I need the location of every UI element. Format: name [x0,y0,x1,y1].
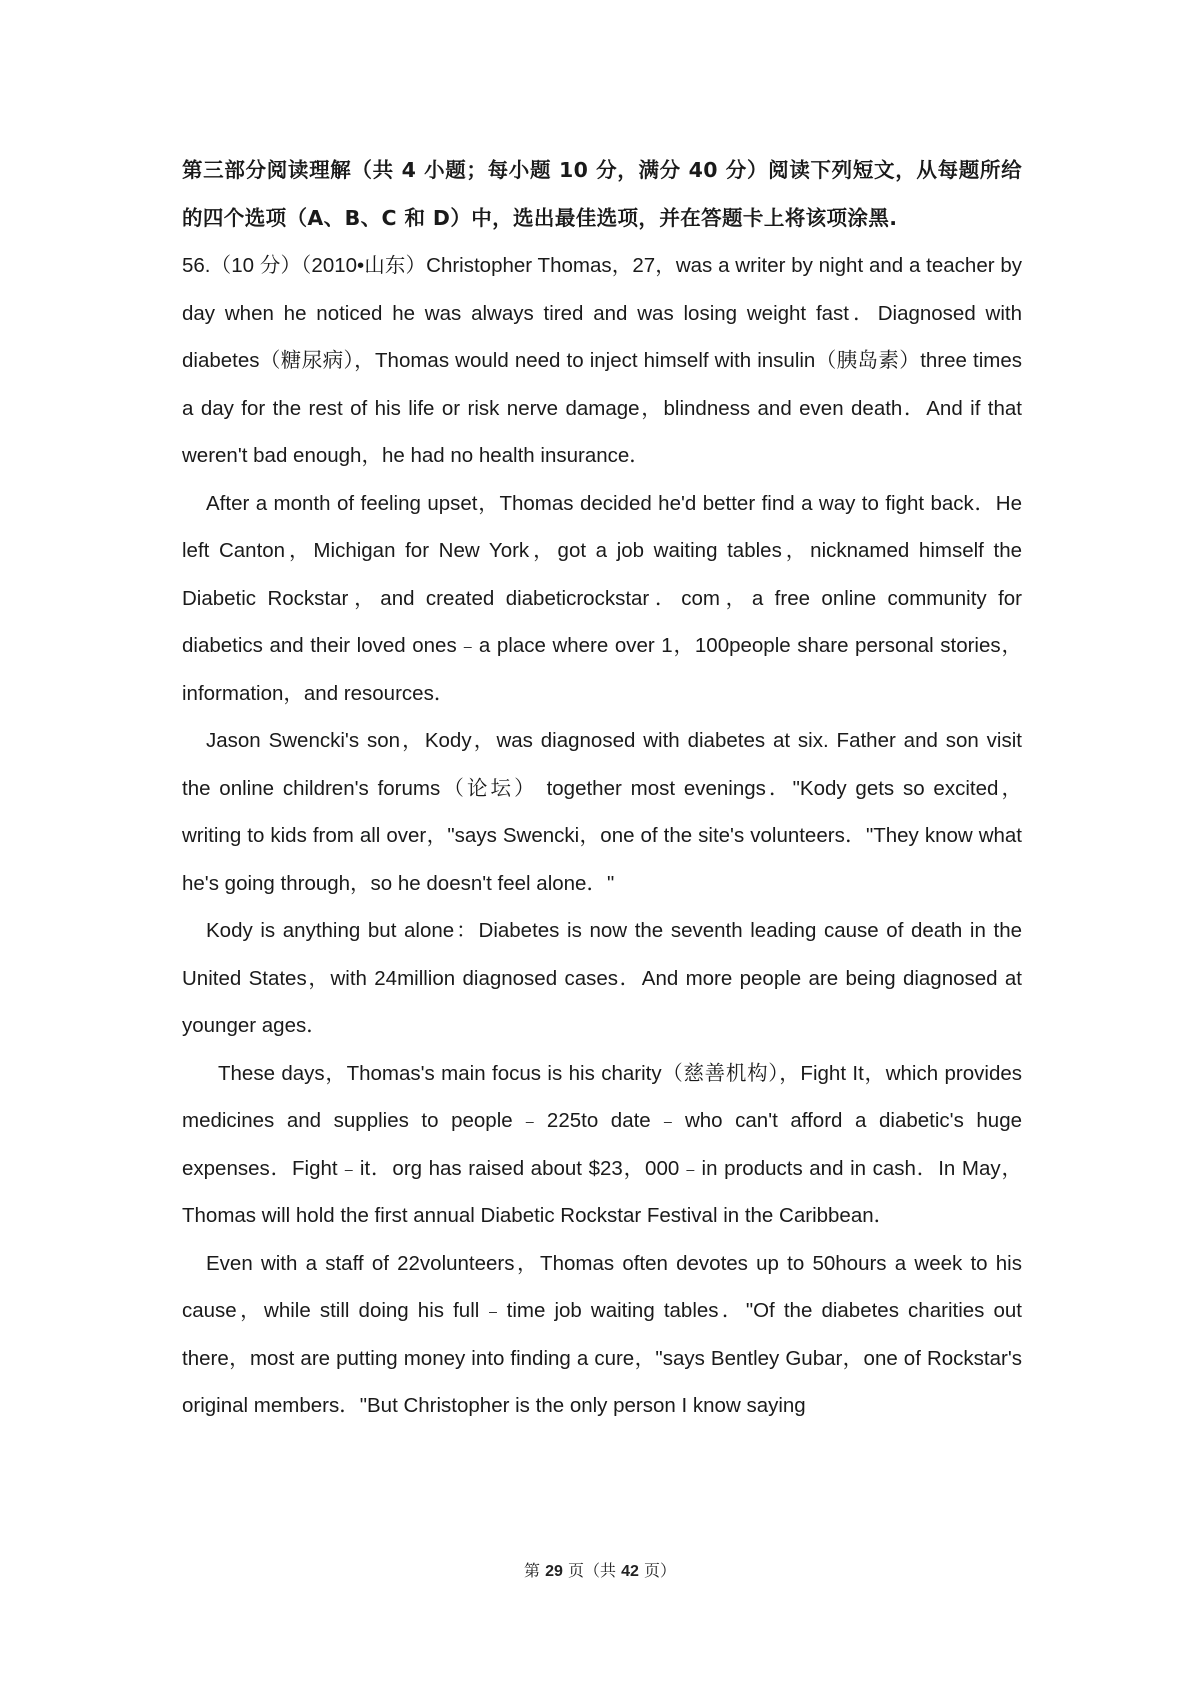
passage-paragraph-6: Even with a staff of 22volunteers，Thomas often devotes up to 50hours a week to his cause，while still doing his full﹣time job waiting tables．"Of the diabetes charities out there，most are putting money into finding a cure，"says Bentley Gubar，one of Rockstar's original members．"But Christopher is the only person I know saying [182,1251,1022,1417]
footer-middle: 页（共 [567,1561,616,1580]
reading-passage [182,242,1022,1430]
footer-suffix: 页） [643,1561,676,1580]
page-content [182,147,1022,1430]
passage-paragraph-2: After a month of feeling upset，Thomas decided he'd better find a way to fight back．He left Canton，Michigan for New York，got a job waiting tables，nicknamed himself the Diabetic Rockstar，and created diabeticrockstar．com，a free online community for diabetics and their loved ones﹣a place where over 1，100people share personal stories，information，and resources． [182,491,1022,705]
passage-paragraph-3: Jason Swencki's son，Kody，was diagnosed with diabetes at six. Father and son visit the online children's forums（论坛） together most evenings．"Kody gets so excited，writing to kids from all over，"says Swencki，one of the site's volunteers．"They know what he's going through，so he doesn't feel alone．" [182,729,1022,895]
passage-paragraph-5: These days，Thomas's main focus is his charity（慈善机构），Fight It，which provides medicines and supplies to people﹣225to date﹣who can't afford a diabetic's huge expenses．Fight﹣it．org has raised about $23，000﹣in products and in cash．In May，Thomas will hold the first annual Diabetic Rockstar Festival in the Caribbean． [182,1061,1022,1227]
passage-paragraph-1: 56.（10 分）（2010•山东）Christopher Thomas，27，was a writer by night and a teacher by day when he noticed he was always tired and was losing weight fast．Diagnosed with diabetes（糖尿病），Thomas would need to inject himself with insulin（胰岛素）three times a day for the rest of his life or risk nerve damage，blindness and even death．And if that weren't bad enough，he had no health insurance． [182,254,1022,467]
footer-prefix: 第 [523,1561,540,1580]
page-footer [0,1558,1200,1581]
footer-total-pages: 42 [621,1563,639,1580]
footer-page-number: 29 [545,1563,563,1580]
section-heading: 第三部分阅读理解（共 4 小题；每小题 10 分，满分 40 分）阅读下列短文，从每题所给的四个选项（A、B、C 和 D）中，选出最佳选项，并在答题卡上将该项涂黑. [182,158,1022,230]
passage-paragraph-4: Kody is anything but alone：Diabetes is now the seventh leading cause of death in the United States，with 24million diagnosed cases．And more people are being diagnosed at younger ages． [182,919,1022,1037]
